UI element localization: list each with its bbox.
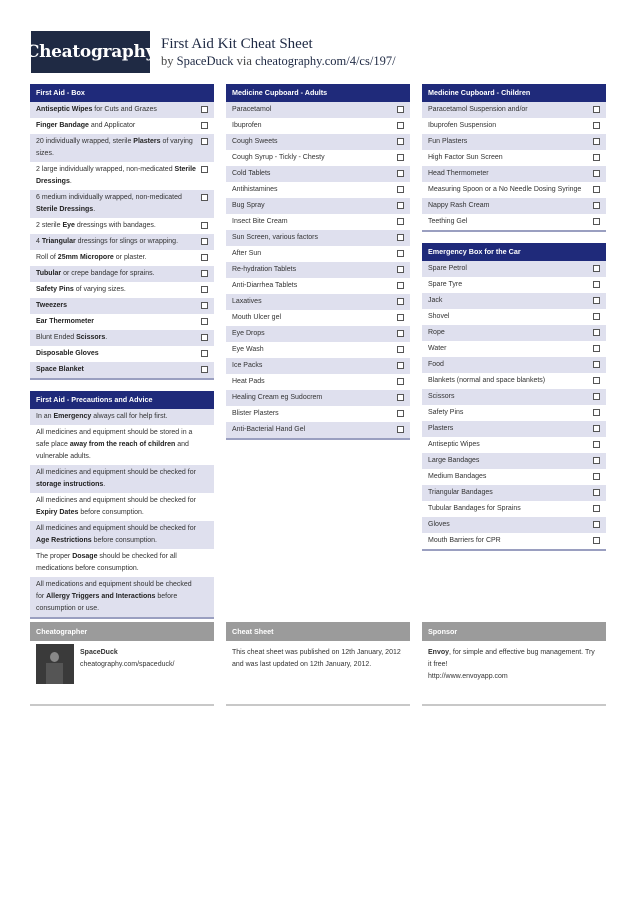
item-text: Head Thermometer <box>428 170 489 177</box>
item-text: Ibuprofen Suspension <box>428 122 497 129</box>
first-aid-box-section <box>30 84 214 380</box>
item-text: Heat Pads <box>232 378 265 385</box>
avatar[interactable] <box>36 644 74 684</box>
item-text: Bug Spray <box>232 202 265 209</box>
item-text: Ibuprofen <box>232 122 262 129</box>
item-text: Insect Bite Cream <box>232 218 288 225</box>
list-item <box>30 425 214 465</box>
checkbox[interactable] <box>593 521 600 528</box>
list-item <box>422 309 606 325</box>
list-item <box>422 277 606 293</box>
list-item <box>422 325 606 341</box>
list-item <box>226 166 410 182</box>
list-item <box>226 230 410 246</box>
checkbox[interactable] <box>201 106 208 113</box>
cheat-sheet-header: Cheat Sheet <box>226 622 410 641</box>
item-bold-text: Eye <box>62 222 75 229</box>
list-item <box>30 102 214 118</box>
checkbox[interactable] <box>201 350 208 357</box>
item-text: Anti-Diarrhea Tablets <box>232 282 298 289</box>
list-item <box>422 293 606 309</box>
list-item <box>422 150 606 166</box>
list-item <box>30 162 214 190</box>
checkbox[interactable] <box>201 302 208 309</box>
checkbox[interactable] <box>201 366 208 373</box>
sponsor-panel <box>422 622 606 706</box>
item-text: Paracetamol <box>232 106 272 113</box>
list-item <box>226 262 410 278</box>
checkbox[interactable] <box>593 457 600 464</box>
item-text: Roll of <box>36 254 58 261</box>
checkbox[interactable] <box>593 489 600 496</box>
checkbox[interactable] <box>593 345 600 352</box>
list-item <box>422 501 606 517</box>
checkbox[interactable] <box>593 505 600 512</box>
cheatography-logo[interactable]: Cheatography <box>31 31 150 73</box>
checkbox[interactable] <box>397 298 404 305</box>
item-text: Scissors <box>428 393 455 400</box>
checkbox[interactable] <box>593 537 600 544</box>
item-text: Ice Packs <box>232 362 263 369</box>
item-text: Sun Screen, various factors <box>232 234 318 241</box>
item-text: Shovel <box>428 313 450 320</box>
list-item <box>226 358 410 374</box>
item-text: for Cuts and Grazes <box>92 106 157 113</box>
emergency-car-section <box>422 243 606 551</box>
checkbox[interactable] <box>397 282 404 289</box>
checkbox[interactable] <box>201 238 208 245</box>
list-item <box>422 373 606 389</box>
medicine-children-section <box>422 84 606 232</box>
list-item <box>422 389 606 405</box>
list-item <box>30 118 214 134</box>
by-prefix: by <box>161 54 177 68</box>
item-text: Blunt Ended <box>36 334 77 341</box>
list-item <box>30 234 214 250</box>
checkbox[interactable] <box>593 425 600 432</box>
checkbox[interactable] <box>593 106 600 113</box>
item-text: . <box>105 334 108 341</box>
list-item <box>30 493 214 521</box>
list-item <box>226 326 410 342</box>
cheatographer-name[interactable]: SpaceDuck <box>80 649 118 656</box>
list-item <box>422 421 606 437</box>
list-item <box>422 214 606 230</box>
item-bold-text: Scissors <box>76 334 106 341</box>
sponsor-text: , for simple and effective bug management. Try it free! <box>428 649 595 668</box>
item-text: Cold Tablets <box>232 170 271 177</box>
list-item <box>226 198 410 214</box>
item-bold-text: 25mm Micropore <box>57 254 114 261</box>
list-item <box>422 533 606 549</box>
item-text: 4 <box>36 238 42 245</box>
item-bold-text: storage instructions <box>36 481 104 488</box>
checkbox[interactable] <box>593 170 600 177</box>
list-item <box>422 485 606 501</box>
checkbox[interactable] <box>397 122 404 129</box>
checkbox[interactable] <box>397 346 404 353</box>
list-item <box>422 517 606 533</box>
item-text: Eye Wash <box>232 346 264 353</box>
list-item <box>30 409 214 425</box>
checkbox[interactable] <box>593 361 600 368</box>
checkbox[interactable] <box>593 138 600 145</box>
list-item <box>30 549 214 577</box>
list-item <box>226 342 410 358</box>
list-item <box>422 341 606 357</box>
item-text: dressings for slings or wrapping. <box>75 238 179 245</box>
list-item <box>226 134 410 150</box>
item-text: Safety Pins <box>428 409 464 416</box>
list-item <box>226 406 410 422</box>
checkbox[interactable] <box>593 122 600 129</box>
checkbox[interactable] <box>201 254 208 261</box>
list-item <box>30 190 214 218</box>
section-header: Medicine Cupboard - Children <box>422 84 606 102</box>
list-item <box>422 453 606 469</box>
item-text: Food <box>428 361 444 368</box>
section-header: Medicine Cupboard - Adults <box>226 84 410 102</box>
item-text: or crepe bandage for sprains. <box>61 270 155 277</box>
item-text: Laxatives <box>232 298 262 305</box>
checkbox[interactable] <box>397 202 404 209</box>
checkbox[interactable] <box>593 202 600 209</box>
item-text: Plasters <box>428 425 454 432</box>
checkbox[interactable] <box>201 166 208 173</box>
list-item <box>30 577 214 617</box>
item-text: All medicines and equipment should be checked for <box>36 525 196 532</box>
item-text: Antiseptic Wipes <box>428 441 480 448</box>
list-item <box>422 469 606 485</box>
checkbox[interactable] <box>397 426 404 433</box>
column-3 <box>422 84 606 562</box>
item-text: Rope <box>428 329 445 336</box>
item-text: and Applicator <box>88 122 136 129</box>
list-item <box>422 118 606 134</box>
item-text: Eye Drops <box>232 330 265 337</box>
checkbox[interactable] <box>593 154 600 161</box>
list-item <box>30 521 214 549</box>
item-text: always call for help first. <box>91 413 168 420</box>
list-item <box>30 218 214 234</box>
list-item <box>226 278 410 294</box>
checkbox[interactable] <box>397 186 404 193</box>
list-item <box>30 465 214 493</box>
item-text: Spare Petrol <box>428 265 467 272</box>
list-item <box>30 298 214 314</box>
list-item <box>422 102 606 118</box>
list-item <box>30 250 214 266</box>
sponsor-header: Sponsor <box>422 622 606 641</box>
checkbox[interactable] <box>397 138 404 145</box>
item-text: Spare Tyre <box>428 281 463 288</box>
cheatographer-panel <box>30 622 214 706</box>
item-text: Antihistamines <box>232 186 278 193</box>
checkbox[interactable] <box>397 170 404 177</box>
item-bold-text: Disposable Gloves <box>36 350 99 357</box>
item-bold-text: Antiseptic Wipes <box>36 106 93 113</box>
list-item <box>30 362 214 378</box>
checkbox[interactable] <box>397 218 404 225</box>
item-text: should be checked for all medications before consumption. <box>36 553 177 572</box>
item-text: All medicines and equipment should be checked for <box>36 469 196 476</box>
list-item <box>422 182 606 198</box>
item-bold-text: Triangular <box>41 238 76 245</box>
list-item <box>30 266 214 282</box>
item-text: Re-hydration Tablets <box>232 266 297 273</box>
item-text: Fun Plasters <box>428 138 468 145</box>
sheet-url-link[interactable]: cheatography.com/4/cs/197/ <box>255 54 396 68</box>
checkbox[interactable] <box>593 393 600 400</box>
item-bold-text: Ear Thermometer <box>36 318 94 325</box>
list-item <box>422 166 606 182</box>
item-bold-text: Dosage <box>72 553 98 560</box>
item-text: All medicines and equipment should be stored in a safe place <box>36 429 193 448</box>
list-item <box>226 150 410 166</box>
precautions-section <box>30 391 214 619</box>
item-text: . <box>93 206 96 213</box>
checkbox[interactable] <box>593 313 600 320</box>
item-bold-text: Space Blanket <box>36 366 84 373</box>
item-text: Triangular Bandages <box>428 489 493 496</box>
item-bold-text: Safety Pins <box>36 286 74 293</box>
checkbox[interactable] <box>593 473 600 480</box>
byline <box>161 54 396 69</box>
checkbox[interactable] <box>397 154 404 161</box>
list-item <box>422 437 606 453</box>
item-text: Blankets (normal and space blankets) <box>428 377 546 384</box>
item-text: of varying sizes. <box>73 286 126 293</box>
item-text: Mouth Barriers for CPR <box>428 537 501 544</box>
list-item <box>30 346 214 362</box>
checkbox[interactable] <box>201 138 208 145</box>
page-title: First Aid Kit Cheat Sheet <box>161 36 313 52</box>
item-text: . <box>69 178 72 185</box>
item-text: All medications and equipment should be checked for <box>36 581 192 600</box>
list-item <box>422 357 606 373</box>
list-item <box>30 330 214 346</box>
item-text: dressings with bandages. <box>74 222 156 229</box>
item-bold-text: Allergy Triggers and Interactions <box>46 593 156 600</box>
checkbox[interactable] <box>201 194 208 201</box>
item-text: before consumption or use. <box>36 593 178 612</box>
item-text: The proper <box>36 553 73 560</box>
item-text: Jack <box>428 297 443 304</box>
checkbox[interactable] <box>593 297 600 304</box>
checkbox[interactable] <box>593 265 600 272</box>
item-text: 20 individually wrapped, sterile <box>36 138 134 145</box>
checkbox[interactable] <box>593 441 600 448</box>
item-text: All medicines and equipment should be checked for <box>36 497 196 504</box>
item-text: . <box>103 481 106 488</box>
cheat-sheet-panel <box>226 622 410 706</box>
item-text: 2 sterile <box>36 222 63 229</box>
checkbox[interactable] <box>397 314 404 321</box>
list-item <box>226 294 410 310</box>
list-item <box>226 374 410 390</box>
item-bold-text: Emergency <box>53 413 92 420</box>
list-item <box>422 405 606 421</box>
item-text: Cough Sweets <box>232 138 278 145</box>
list-item <box>226 246 410 262</box>
section-header: First Aid - Box <box>30 84 214 102</box>
item-text: Large Bandages <box>428 457 480 464</box>
item-text: Cough Syrup - Tickly - Chesty <box>232 154 325 161</box>
checkbox[interactable] <box>397 266 404 273</box>
list-item <box>30 134 214 162</box>
checkbox[interactable] <box>397 234 404 241</box>
checkbox[interactable] <box>397 394 404 401</box>
checkbox[interactable] <box>397 378 404 385</box>
item-text: After Sun <box>232 250 262 257</box>
section-header: First Aid - Precautions and Advice <box>30 391 214 409</box>
checkbox[interactable] <box>397 106 404 113</box>
list-item <box>226 214 410 230</box>
item-bold-text: Age Restrictions <box>36 537 92 544</box>
item-text: of varying sizes. <box>36 138 193 157</box>
checkbox[interactable] <box>201 270 208 277</box>
item-text: High Factor Sun Screen <box>428 154 503 161</box>
item-text: In an <box>36 413 54 420</box>
item-text: Teething Gel <box>428 218 468 225</box>
item-text: 6 medium individually wrapped, non-medicated <box>36 194 182 201</box>
cheat-sheet-info: This cheat sheet was published on 12th January, 2012 and was last updated on 12th January, 2012. <box>232 649 401 668</box>
list-item <box>226 102 410 118</box>
item-bold-text: away from the reach of children <box>69 441 176 448</box>
list-item <box>226 422 410 438</box>
section-header: Emergency Box for the Car <box>422 243 606 261</box>
item-text: Measuring Spoon or a No Needle Dosing Syringe <box>428 186 582 193</box>
list-item <box>30 314 214 330</box>
sponsor-name[interactable]: Envoy <box>428 649 450 656</box>
item-text: Mouth Ulcer gel <box>232 314 282 321</box>
via-text: via <box>233 54 256 68</box>
checkbox[interactable] <box>201 222 208 229</box>
checkbox[interactable] <box>397 410 404 417</box>
item-text: Nappy Rash Cream <box>428 202 490 209</box>
cheatographer-header: Cheatographer <box>30 622 214 641</box>
checkbox[interactable] <box>397 330 404 337</box>
cheatographer-link[interactable]: cheatography.com/spaceduck/ <box>80 661 175 668</box>
item-text: Healing Cream eg Sudocrem <box>232 394 323 401</box>
checkbox[interactable] <box>593 186 600 193</box>
column-1 <box>30 84 214 630</box>
list-item <box>226 390 410 406</box>
checkbox[interactable] <box>397 250 404 257</box>
item-text: or plaster. <box>113 254 147 261</box>
item-bold-text: Expiry Dates <box>36 509 79 516</box>
item-text: and vulnerable adults. <box>36 441 189 460</box>
list-item <box>226 118 410 134</box>
item-bold-text: Sterile Dressings <box>36 206 94 213</box>
checkbox[interactable] <box>397 362 404 369</box>
item-text: Water <box>428 345 447 352</box>
checkbox[interactable] <box>593 218 600 225</box>
checkbox[interactable] <box>593 377 600 384</box>
checkbox[interactable] <box>201 334 208 341</box>
checkbox[interactable] <box>201 286 208 293</box>
checkbox[interactable] <box>593 409 600 416</box>
item-text: before consumption. <box>78 509 144 516</box>
author-link[interactable]: SpaceDuck <box>176 54 234 68</box>
sponsor-link[interactable]: http://www.envoyapp.com <box>428 673 508 680</box>
item-text: Tubular Bandages for Sprains <box>428 505 521 512</box>
item-bold-text: Tweezers <box>36 302 67 309</box>
item-bold-text: Sterile Dressings <box>36 166 196 185</box>
item-bold-text: Finger Bandage <box>36 122 89 129</box>
item-text: Gloves <box>428 521 450 528</box>
item-bold-text: Plasters <box>133 138 161 145</box>
item-text: Medium Bandages <box>428 473 487 480</box>
item-text: Paracetamol Suspension and/or <box>428 106 528 113</box>
item-text: 2 large individually wrapped, non-medicated <box>36 166 175 173</box>
list-item <box>226 310 410 326</box>
item-bold-text: Tubular <box>36 270 62 277</box>
checkbox[interactable] <box>593 329 600 336</box>
list-item <box>422 198 606 214</box>
medicine-adults-section <box>226 84 410 440</box>
checkbox[interactable] <box>201 318 208 325</box>
item-text: Anti-Bacterial Hand Gel <box>232 426 306 433</box>
list-item <box>422 134 606 150</box>
item-text: before consumption. <box>91 537 157 544</box>
checkbox[interactable] <box>593 281 600 288</box>
item-text: Blister Plasters <box>232 410 279 417</box>
list-item <box>30 282 214 298</box>
column-2 <box>226 84 410 451</box>
list-item <box>422 261 606 277</box>
checkbox[interactable] <box>201 122 208 129</box>
list-item <box>226 182 410 198</box>
